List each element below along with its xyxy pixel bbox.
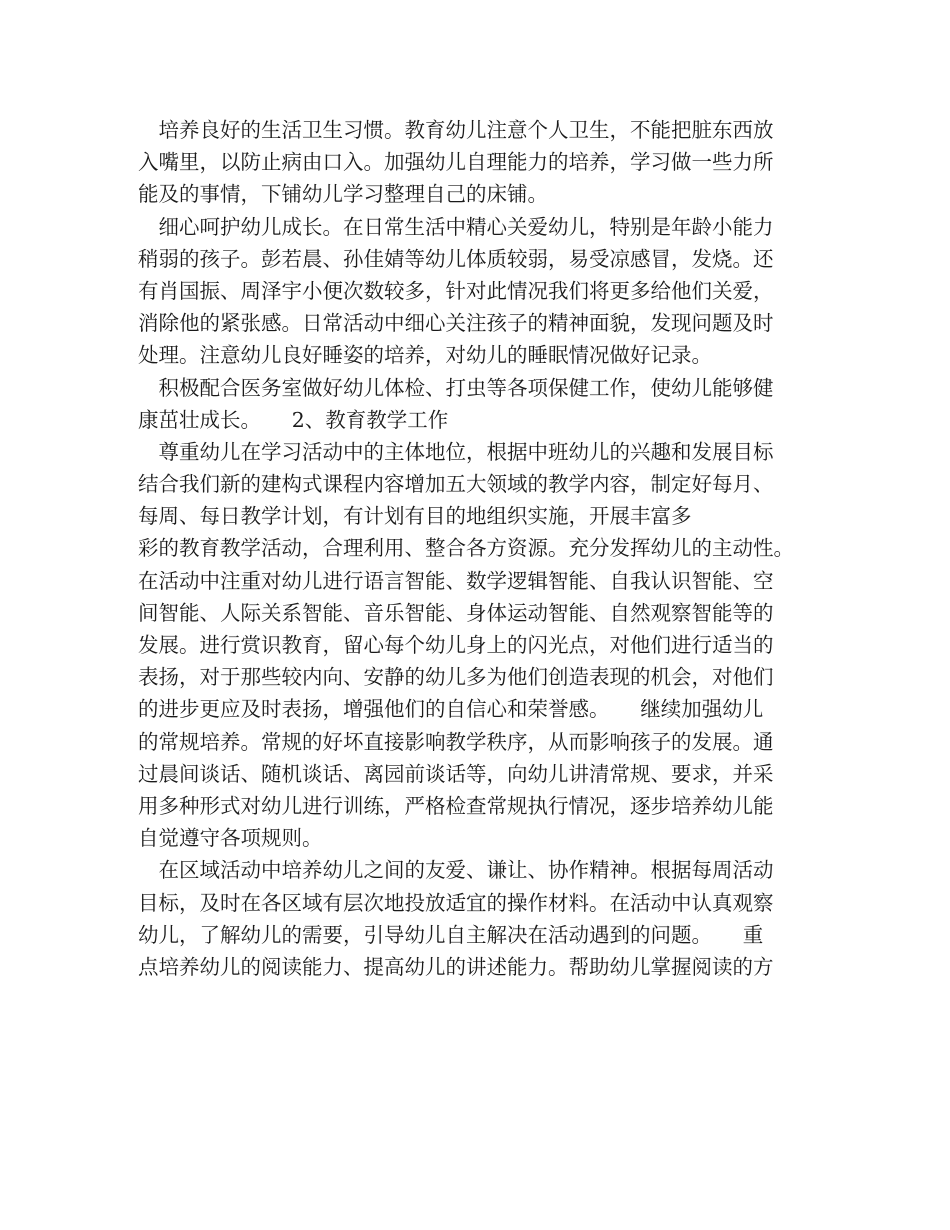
- text-line: 能及的事情，下铺幼儿学习整理自己的床铺。: [138, 182, 548, 207]
- text-line: 彩的教育教学活动，合理利用、整合各方资源。充分发挥幼儿的主动性。: [138, 536, 794, 561]
- text-line: 幼儿，了解幼儿的需要，引导幼儿自主解决在活动遇到的问题。 重: [138, 922, 764, 947]
- text-line: 消除他的紧张感。日常活动中细心关注孩子的精神面貌，发现问题及时: [138, 311, 774, 336]
- text-line: 间智能、人际关系智能、音乐智能、身体运动智能、自然观察智能等的: [138, 600, 774, 625]
- text-line: 稍弱的孩子。彭若晨、孙佳婧等幼儿体质较弱，易受凉感冒，发烧。还: [138, 246, 774, 271]
- text-line: 点培养幼儿的阅读能力、提高幼儿的讲述能力。帮助幼儿掌握阅读的方: [138, 954, 774, 979]
- text-line: 入嘴里，以防止病由口入。加强幼儿自理能力的培养，学习做一些力所: [138, 150, 774, 175]
- text-line: 处理。注意幼儿良好睡姿的培养，对幼儿的睡眠情况做好记录。: [138, 343, 712, 368]
- text-line: 尊重幼儿在学习活动中的主体地位，根据中班幼儿的兴趣和发展目标: [138, 439, 774, 464]
- text-line: 康茁壮成长。 2、教育教学工作: [138, 407, 449, 432]
- document-body: [138, 114, 838, 983]
- text-line: 细心呵护幼儿成长。在日常生活中精心关爱幼儿，特别是年龄小能力: [138, 214, 774, 239]
- text-line: 表扬，对于那些较内向、安静的幼儿多为他们创造表现的机会，对他们: [138, 665, 774, 690]
- text-line: 发展。进行赏识教育，留心每个幼儿身上的闪光点，对他们进行适当的: [138, 633, 774, 657]
- text-line: 每周、每日教学计划，有计划有目的地组织实施，开展丰富多: [138, 504, 692, 529]
- text-line: 自觉遵守各项规则。: [138, 826, 323, 851]
- text-line: 在区域活动中培养幼儿之间的友爱、谦让、协作精神。根据每周活动: [138, 858, 774, 883]
- text-line: 在活动中注重对幼儿进行语言智能、数学逻辑智能、自我认识智能、空: [138, 568, 774, 593]
- text-line: 的常规培养。常规的好坏直接影响教学秩序，从而影响孩子的发展。通: [138, 729, 774, 754]
- text-line: 过晨间谈话、随机谈话、离园前谈话等，向幼儿讲清常规、要求，并采: [138, 761, 774, 786]
- text-line: 的进步更应及时表扬，增强他们的自信心和荣誉感。 继续加强幼儿: [138, 697, 764, 722]
- text-line: 目标，及时在各区域有层次地投放适宜的操作材料。在活动中认真观察: [138, 890, 774, 915]
- text-line: 积极配合医务室做好幼儿体检、打虫等各项保健工作，使幼儿能够健: [138, 375, 774, 400]
- text-line: 培养良好的生活卫生习惯。教育幼儿注意个人卫生，不能把脏东西放: [138, 118, 774, 142]
- text-line: 有肖国振、周泽宇小便次数较多，针对此情况我们将更多给他们关爱，: [138, 278, 774, 303]
- text-line: 结合我们新的建构式课程内容增加五大领域的教学内容，制定好每月、: [138, 472, 774, 497]
- text-line: 用多种形式对幼儿进行训练，严格检查常规执行情况，逐步培养幼儿能: [138, 793, 774, 818]
